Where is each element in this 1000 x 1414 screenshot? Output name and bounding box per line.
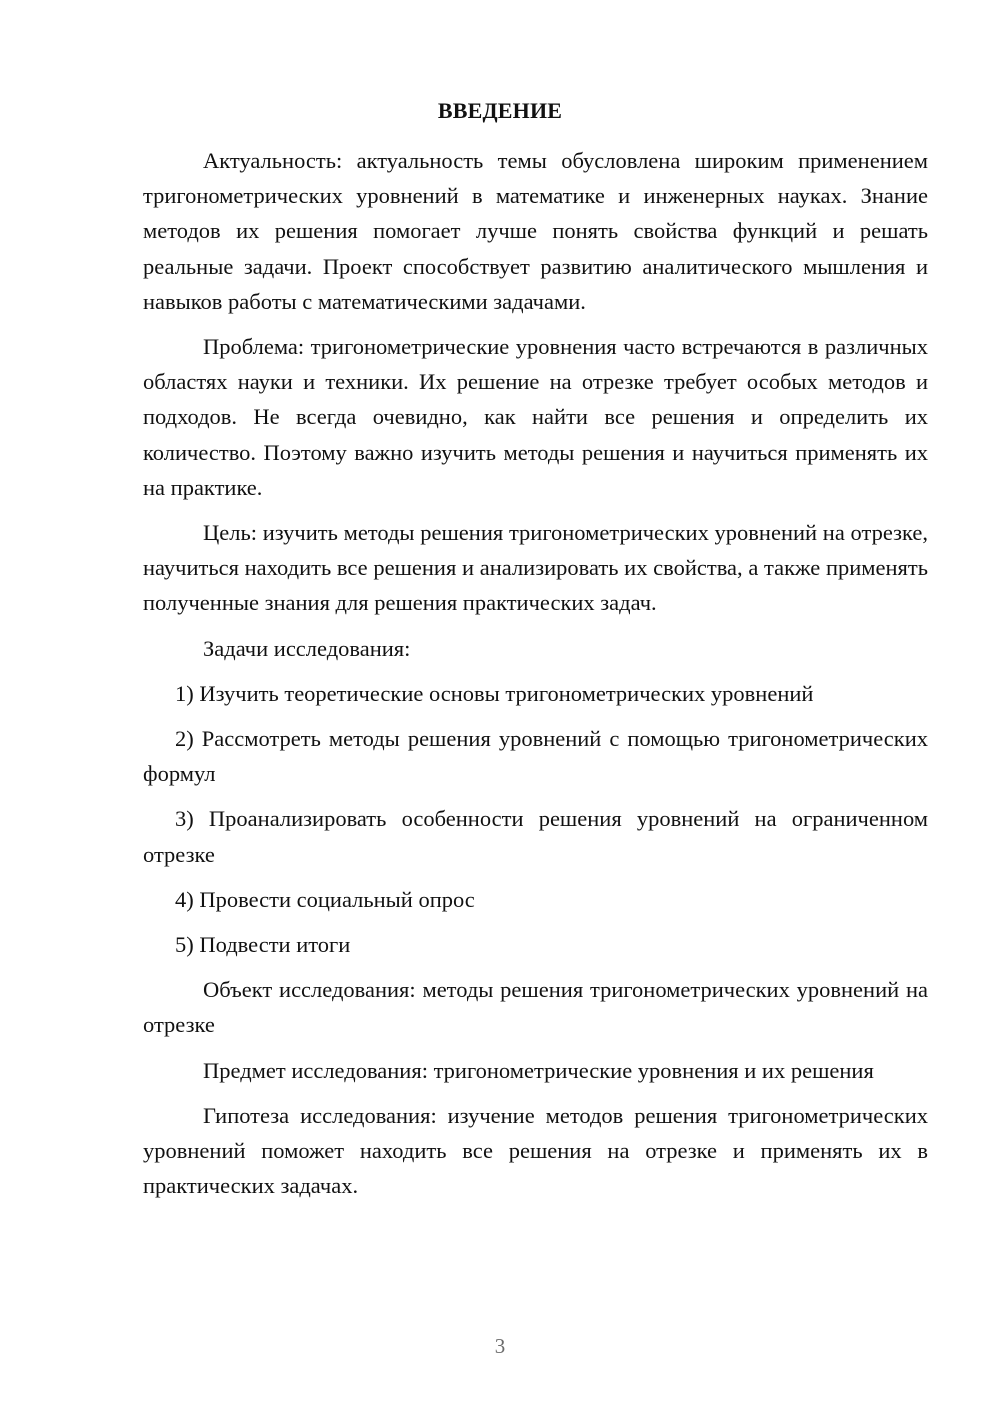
paragraph-hypothesis: Гипотеза исследования: изучение методов решения тригонометрических уровнений поможет находить все решения на отрезке и применять их в практических задачах. [143,1102,928,1199]
task-item-4: 4) Провести социальный опрос [175,886,475,912]
paragraph-tasks-heading: Задачи исследования: [203,635,411,661]
task-item-3: 3) Проанализировать особенности решения уровнений на ограниченном отрезке [143,806,928,867]
paragraph-problem: Проблема: тригонометрические уровнения часто встречаются в различных областях науки и техники. Их решение на отрезке требует особых методов и подходов. Не всегда очевидно, как найти все решения и определить их количество. Поэтому важно изучить методы решения и научиться применять их на практике. [143,334,928,500]
task-item-5: 5) Подвести итоги [175,932,351,958]
page-number: 3 [494,1334,506,1358]
task-item-2: 2) Рассмотреть методы решения уровнений с помощью тригонометрических формул [143,726,928,787]
paragraph-subject: Предмет исследования: тригонометрические уровнения и их решения [203,1057,874,1083]
paragraph-object: Объект исследования: методы решения тригонометрических уровнений на отрезке [143,977,928,1038]
body-text [143,143,928,1203]
paragraph-goal: Цель: изучить методы решения тригонометрических уровнений на отрезке, научиться находить все решения и анализировать их свойства, а также применять полученные знания для решения практических задач. [143,520,928,616]
task-item-1: 1) Изучить теоретические основы тригонометрических уровнений [175,680,814,706]
section-title: ВВЕДЕНИЕ [437,98,563,123]
paragraph-relevance: Актуальность: актуальность темы обусловлена широким применением тригонометрических уровнений в математике и инженерных науках. Знание методов их решения помогает лучше понять свойства функций и решать реальные задачи. Проект способствует развитию аналитического мышления и навыков работы с математическими задачами. [143,148,928,314]
